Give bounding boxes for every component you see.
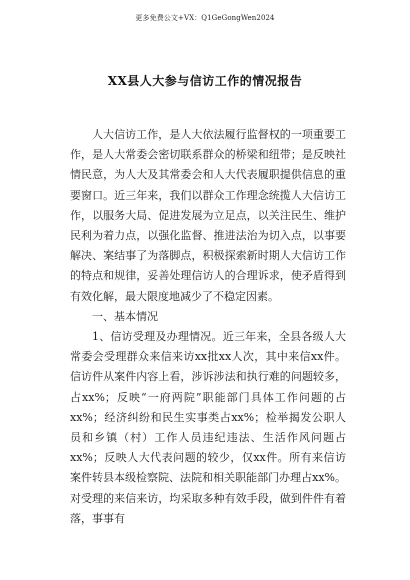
section-paragraph: 1、信访受理及办理情况。近三年来，全县各级人大常委会受理群众来信来访xx批xx人次，其中来信xx件。信访件从案件内容上看，涉诉涉法和执行难的问题较多，占xx%；反映“一府两院”职能部门具体工作问题的占xx%；经济纠纷和民生实事类占xx%；检举揭发公职人员和乡镇（村）工作人员违纪违法、生活作风问题占xx%；反映人大代表问题的较少，仅xx件。所有来信访案件转县本级检察院、法院和相关职能部门办理占xx%。对受理的来信来访，均采取多种有效手段，做到件件有着落，事事有 [70, 330, 346, 525]
intro-paragraph: 人大信访工作，是人大依法履行监督权的一项重要工作，是人大常委会密切联系群众的桥梁和纽带；是反映社情民意，为人大及其常委会和人大代表履职提供信息的重要窗口。近三年来，我们以群众工作理念统揽人大信访工作，以服务大局、促进发展为立足点，以关注民生、维护民利为着力点，以强化监督、推进法治为切入点，以事要解决、案结事了为落脚点，积极探索新时期人大信访工作的特点和规律，妥善处理信访人的合理诉求，使矛盾得到有效化解，最大限度地减少了不稳定因素。 [70, 128, 346, 303]
section-heading: 一、基本情况 [92, 309, 158, 323]
document-body [70, 125, 346, 529]
header-note: 更多免费公文+VX：Q1GeGongWen2024 [135, 14, 275, 22]
document-title: XX县人大参与信访工作的情况报告 [107, 74, 303, 88]
